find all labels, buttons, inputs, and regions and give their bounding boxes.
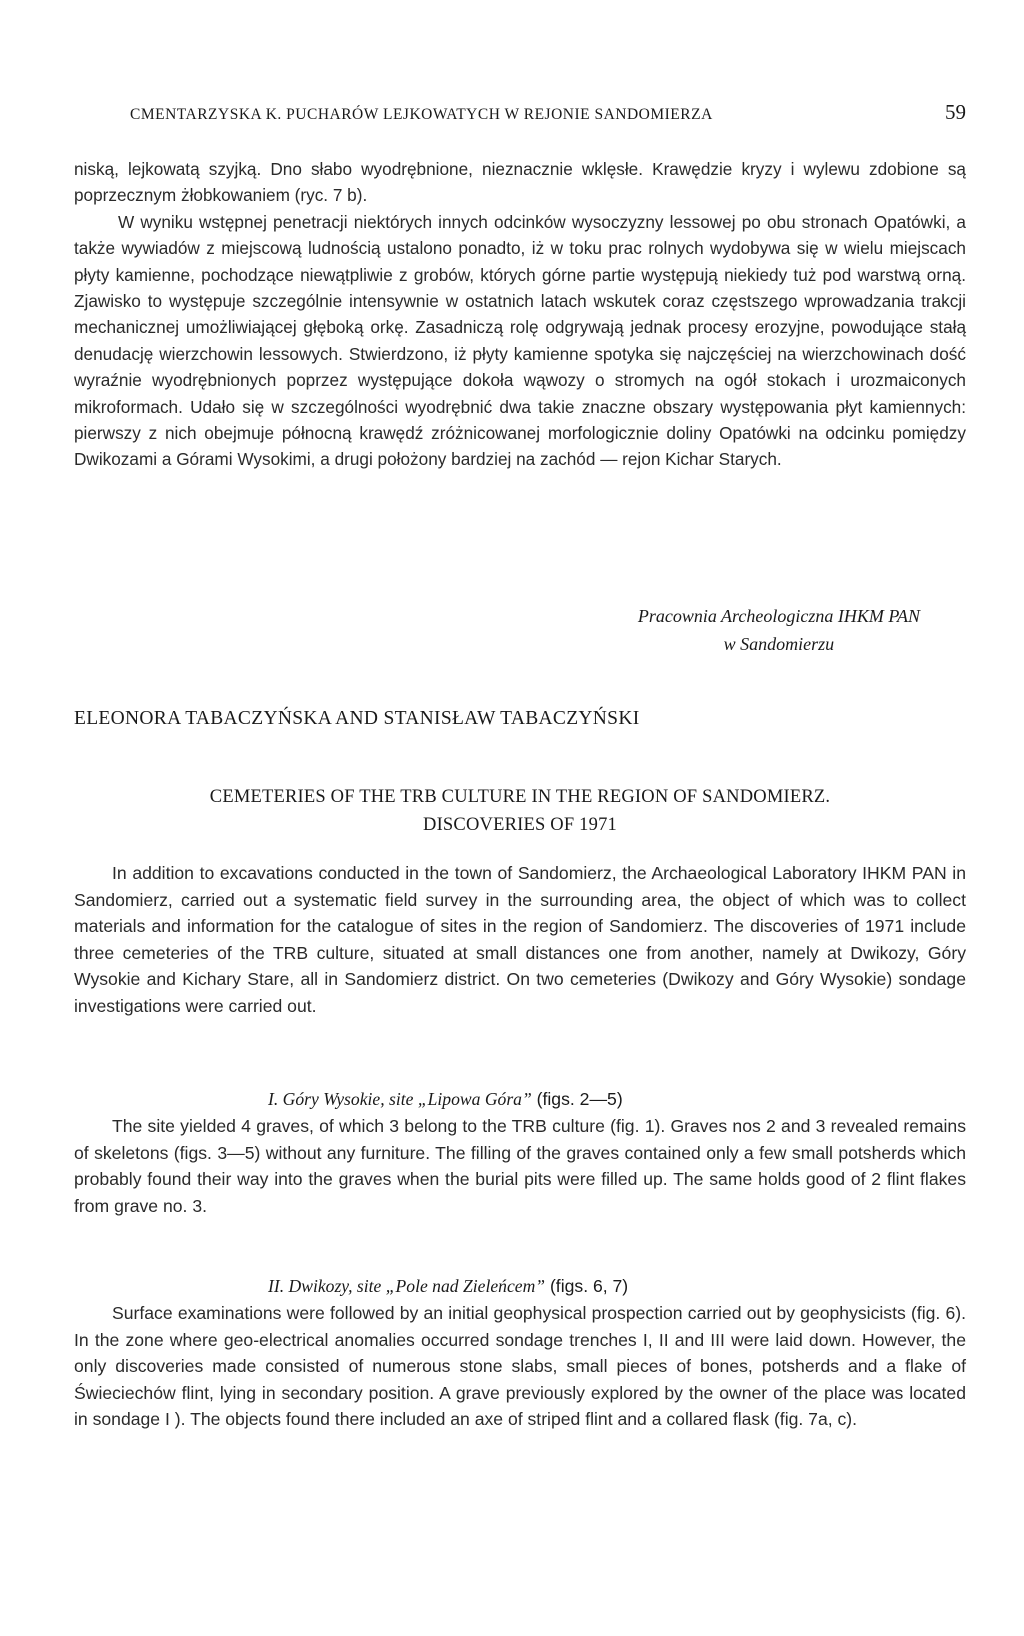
section-heading: [74, 1273, 966, 1300]
article-title: [74, 783, 966, 839]
affiliation: [638, 602, 920, 658]
authors: ELEONORA TABACZYŃSKA AND STANISŁAW TABACZYŃSKI: [74, 708, 640, 729]
section-heading-ref: (figs. 2—5): [531, 1089, 623, 1109]
page-number: 59: [945, 100, 966, 124]
title-line: DISCOVERIES OF 1971: [423, 815, 617, 835]
paragraph: The site yielded 4 graves, of which 3 belong to the TRB culture (fig. 1). Graves nos 2 and 3 revealed remains of skeletons (figs. 3—5) without any furniture. The filling of the graves contained only a few small potsherds which probably found their way into the graves when the burial pits were filled up. The same holds good of 2 flint flakes from grave no. 3.: [74, 1116, 966, 1216]
section-2: [74, 1273, 966, 1433]
running-header: [130, 100, 966, 125]
section-heading: [74, 1086, 966, 1113]
english-intro: [74, 860, 966, 1020]
polish-text-block: [74, 156, 966, 473]
running-title: CMENTARZYSKA K. PUCHARÓW LEJKOWATYCH W REJONIE SANDOMIERZA: [130, 106, 713, 123]
affiliation-line: Pracownia Archeologiczna IHKM PAN: [637, 606, 920, 626]
title-line: CEMETERIES OF THE TRB CULTURE IN THE REGION OF SANDOMIERZ.: [209, 787, 831, 807]
section-1: [74, 1086, 966, 1219]
paragraph: Surface examinations were followed by an initial geophysical prospection carried out by geophysicists (fig. 6). In the zone where geo-electrical anomalies occurred sondage trenches I, II and III were laid down. However, the only discoveries made consisted of numerous stone slabs, small pieces of bones, potsherds and a flake of Świeciechów flint, lying in secondary position. A grave previously explored by the owner of the place was located in sondage I ). The objects found there included an axe of striped flint and a collared flask (fig. 7a, c).: [74, 1303, 966, 1430]
section-heading-title: I. Góry Wysokie, site „Lipowa Góra”: [268, 1089, 532, 1109]
section-heading-ref: (figs. 6, 7): [545, 1276, 629, 1296]
section-heading-title: II. Dwikozy, site „Pole nad Zieleńcem”: [268, 1276, 546, 1296]
paragraph: W wyniku wstępnej penetracji niektórych innych odcinków wysoczyzny lessowej po obu stronach Opatówki, a także wywiadów z miejscową ludnością ustalono ponadto, iż w toku prac rolnych wydobywa się w wielu miejscach płyty kamienne, pochodzące niewątpliwie z grobów, których górne partie występują niekiedy tuż pod warstwą orną. Zjawisko to występuje szczególnie intensywnie w ostatnich latach wskutek coraz częstszego wprowadzania trakcji mechanicznej umożliwiającej głęboką orkę. Zasadniczą rolę odgrywają jednak procesy erozyjne, powodujące stałą denudację wierzchowin lessowych. Stwierdzono, iż płyty kamienne spotyka się najczęściej na wierzchowinach dość wyraźnie wyodrębnionych poprzez występujące dokoła wąwozy o stromych na ogół stokach i urozmaiconych mikroformach. Udało się w szczególności wyodrębnić dwa takie znaczne obszary występowania płyt kamiennych: pierwszy z nich obejmuje północną krawędź zróżnicowanej morfologicznie doliny Opatówki na odcinku pomiędzy Dwikozami a Górami Wysokimi, a drugi położony bardziej na zachód — rejon Kichar Starych.: [74, 211, 966, 470]
affiliation-line: w Sandomierzu: [723, 634, 835, 654]
paragraph: In addition to excavations conducted in the town of Sandomierz, the Archaeological Laboratory IHKM PAN in Sandomierz, carried out a systematic field survey in the surrounding area, the object of which was to collect materials and information for the catalogue of sites in the region of Sandomierz. The discoveries of 1971 include three cemeteries of the TRB culture, situated at small distances one from another, namely at Dwikozy, Góry Wysokie and Kichary Stare, all in Sandomierz district. On two cemeteries (Dwikozy and Góry Wysokie) sondage investigations were carried out.: [74, 863, 966, 1016]
paragraph: niską, lejkowatą szyjką. Dno słabo wyodrębnione, nieznacznie wklęsłe. Krawędzie kryzy i wylewu zdobione są poprzecznym żłobkowaniem (ryc. 7 b).: [74, 159, 966, 206]
